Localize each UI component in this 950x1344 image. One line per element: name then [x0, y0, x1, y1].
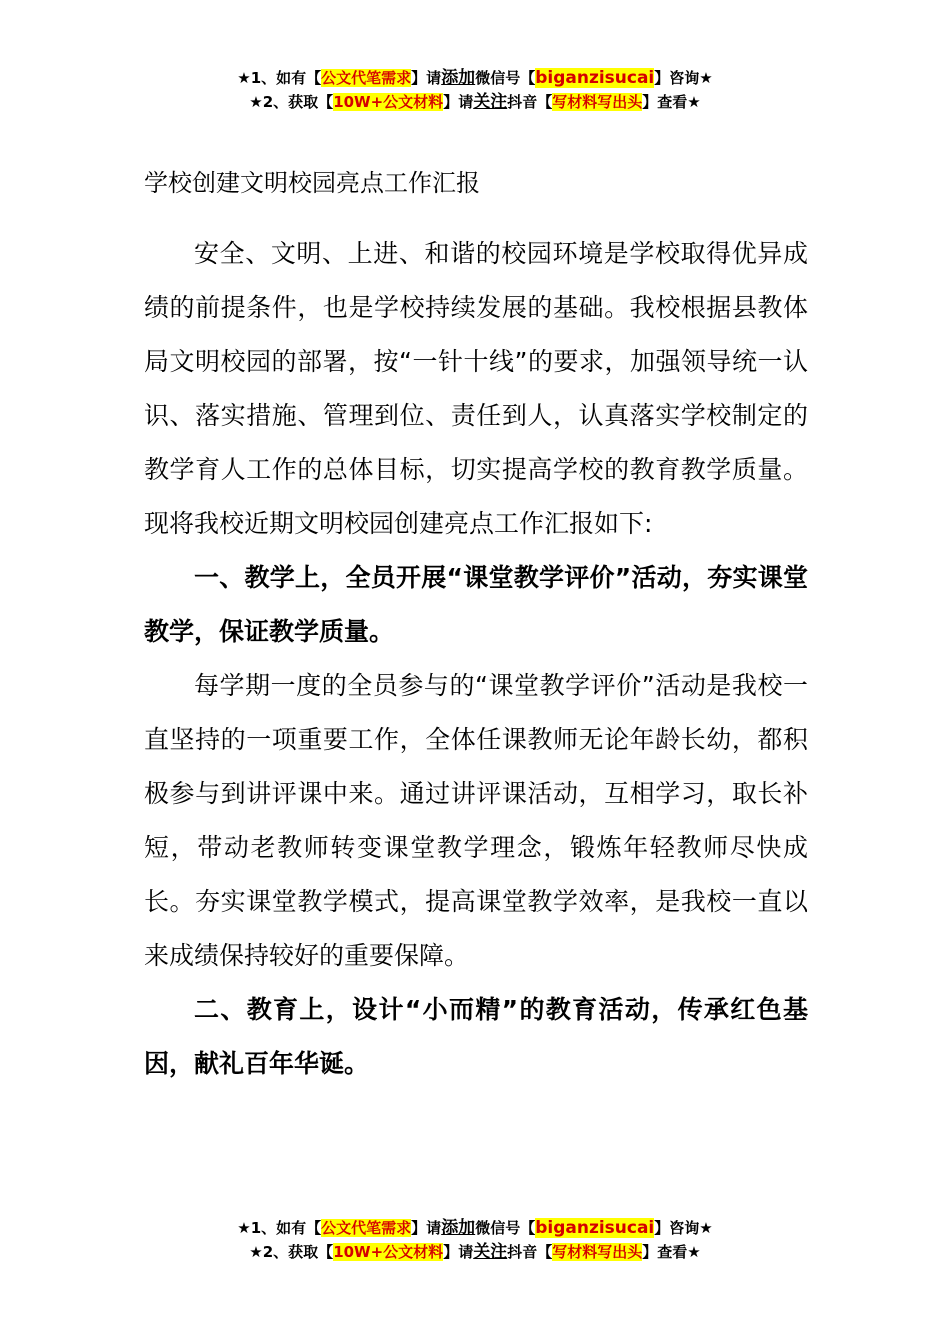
header-banner: [0, 66, 950, 114]
banner-text: 】请: [443, 1243, 474, 1261]
banner-text: 】请: [443, 93, 474, 111]
underlined-action: 添加: [441, 1218, 476, 1238]
highlight-douyin: 写材料写出头: [552, 93, 643, 111]
highlight-materials: 10W+公文材料: [333, 1243, 444, 1261]
section-heading-1: 一、教学上，全员开展“课堂教学评价”活动，夯实课堂教学，保证教学质量。: [144, 563, 808, 646]
banner-text: ★1、如有【: [237, 1219, 322, 1237]
banner-text: 抖音【: [507, 93, 553, 111]
banner-text: 】咨询★: [654, 69, 713, 87]
document-title: 学校创建文明校园亮点工作汇报: [144, 169, 480, 197]
highlight-wechat-id: biganzisucai: [535, 1218, 655, 1238]
section-paragraph-1: 每学期一度的全员参与的“课堂教学评价”活动是我校一直坚持的一项重要工作，全体任课教师无论年龄长幼，都积极参与到讲评课中来。通过讲评课活动，互相学习，取长补短，带动老教师转变课堂教学理念，锻炼年轻教师尽快成长。夯实课堂教学模式，提高课堂教学效率，是我校一直以来成绩保持较好的重要保障。: [144, 671, 808, 970]
banner-text: 抖音【: [507, 1243, 553, 1261]
banner-line-1: [0, 1216, 950, 1240]
banner-text: 】查看★: [642, 93, 701, 111]
highlight-douyin: 写材料写出头: [552, 1243, 643, 1261]
banner-text: 】请: [411, 69, 442, 87]
banner-text: 】查看★: [642, 1243, 701, 1261]
underlined-action: 添加: [441, 68, 476, 88]
banner-text: ★1、如有【: [237, 69, 322, 87]
footer-banner: [0, 1216, 950, 1264]
highlight-service: 公文代笔需求: [321, 1219, 412, 1237]
highlight-wechat-id: biganzisucai: [535, 68, 655, 88]
intro-paragraph: 安全、文明、上进、和谐的校园环境是学校取得优异成绩的前提条件，也是学校持续发展的基础。我校根据县教体局文明校园的部署，按“一针十线”的要求，加强领导统一认识、落实措施、管理到位、责任到人，认真落实学校制定的教学育人工作的总体目标，切实提高学校的教育教学质量。现将我校近期文明校园创建亮点工作汇报如下:: [144, 239, 808, 538]
underlined-action: 关注: [473, 92, 508, 112]
banner-text: ★2、获取【: [249, 93, 334, 111]
banner-text: 】咨询★: [654, 1219, 713, 1237]
highlight-service: 公文代笔需求: [321, 69, 412, 87]
banner-line-2: [0, 1240, 950, 1264]
highlight-materials: 10W+公文材料: [333, 93, 444, 111]
banner-text: ★2、获取【: [249, 1243, 334, 1261]
banner-text: 微信号【: [475, 1219, 536, 1237]
banner-line-1: [0, 66, 950, 90]
banner-line-2: [0, 90, 950, 114]
underlined-action: 关注: [473, 1242, 508, 1262]
banner-text: 】请: [411, 1219, 442, 1237]
banner-text: 微信号【: [475, 69, 536, 87]
section-heading-2: 二、教育上，设计“小而精”的教育活动，传承红色基因，献礼百年华诞。: [144, 995, 808, 1078]
